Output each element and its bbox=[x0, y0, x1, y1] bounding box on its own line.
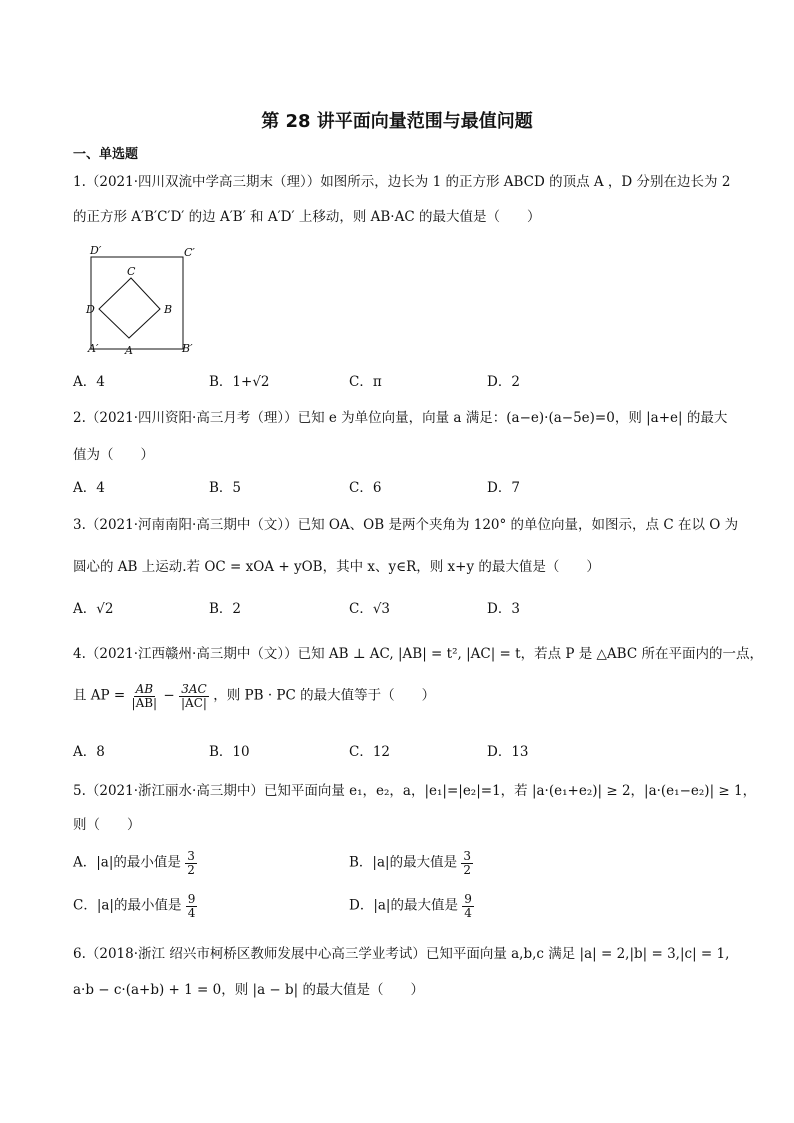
q4-text-line2 bbox=[73, 683, 435, 709]
q3-option-b: B．2 bbox=[209, 601, 242, 617]
q2-text-line2: 值为（ ） bbox=[73, 447, 154, 463]
q3-option-a: A．√2 bbox=[73, 601, 114, 617]
q5-text-line2: 则（ ） bbox=[73, 817, 141, 833]
q1-text-line2: 的正方形 A′B′C′D′ 的边 A′B′ 和 A′D′ 上移动，则 AB·AC 的最大值是（ ） bbox=[73, 209, 541, 225]
q6-text-line1: 6.（2018·浙江 绍兴市柯桥区教师发展中心高三学业考试）已知平面向量 a,b,c 满足 |a| = 2,|b| = 3,|c| = 1, bbox=[73, 946, 730, 962]
q4-option-b: B．10 bbox=[209, 744, 250, 760]
label-B: B bbox=[164, 303, 173, 316]
q6-text-line2: a·b − c·(a+b) + 1 = 0，则 |a − b| 的最大值是（ ） bbox=[73, 982, 424, 998]
inner-square bbox=[99, 278, 160, 338]
q5-option-b-num: 3 bbox=[463, 849, 472, 863]
q4-frac1-numerator: AB bbox=[135, 682, 154, 696]
q5-option-c-den: 4 bbox=[187, 905, 196, 920]
q4-line2-suffix: ，则 PB · PC 的最大值等于（ ） bbox=[213, 687, 436, 704]
q2-option-b: B．5 bbox=[209, 480, 242, 496]
q5-option-b-text: B．|a|的最大值是 bbox=[349, 854, 458, 871]
q1-option-d: D．2 bbox=[487, 374, 520, 390]
q5-option-c-num: 9 bbox=[187, 892, 196, 906]
q1-option-a: A．4 bbox=[73, 374, 105, 390]
q1-square-figure bbox=[80, 243, 210, 358]
q5-text-line1: 5.（2021·浙江丽水·高三期中）已知平面向量 e₁，e₂，a，|e₁|=|e₂|=1，若 |a·(e₁+e₂)| ≥ 2，|a·(e₁−e₂)| ≥ 1， bbox=[73, 783, 757, 799]
q4-option-c: C．12 bbox=[349, 744, 391, 760]
q5-option-d-text: D．|a|的最大值是 bbox=[349, 897, 458, 914]
q5-option-c-fraction bbox=[186, 893, 198, 919]
q2-text-line1: 2.（2021·四川资阳·高三月考（理））已知 e 为单位向量，向量 a 满足：(a−e)·(a−5e)=0，则 |a+e| 的最大 bbox=[73, 410, 728, 426]
q5-option-d-num: 9 bbox=[464, 892, 472, 906]
q4-fraction-ac bbox=[179, 683, 209, 709]
q5-option-b-den: 2 bbox=[463, 862, 472, 877]
q1-text-line1: 1.（2021·四川双流中学高三期末（理））如图所示，边长为 1 的正方形 ABCD 的顶点 A ，D 分别在边长为 2 bbox=[73, 174, 731, 190]
q3-option-d: D．3 bbox=[487, 601, 520, 617]
q5-option-a bbox=[73, 850, 197, 876]
label-Dp: D′ bbox=[90, 244, 102, 257]
q5-option-a-num: 3 bbox=[187, 849, 195, 863]
section-heading: 一、单选题 bbox=[73, 147, 139, 162]
q5-option-c-text: C．|a|的最小值是 bbox=[73, 897, 182, 914]
q4-option-a: A．8 bbox=[73, 744, 105, 760]
q4-frac2-denominator: |AC| bbox=[181, 695, 207, 710]
page-title: 第 28 讲平面向量范围与最值问题 bbox=[261, 111, 533, 132]
q3-text-line1: 3.（2021·河南南阳·高三期中（文））已知 OA、OB 是两个夹角为 120° 的单位向量，如图示，点 C 在以 O 为 bbox=[73, 517, 739, 533]
q5-option-d bbox=[349, 893, 474, 919]
q4-minus-sign: − bbox=[163, 687, 175, 704]
q5-option-b bbox=[349, 850, 473, 876]
q4-fraction-ab bbox=[130, 683, 160, 709]
q5-option-a-fraction bbox=[185, 850, 197, 876]
label-Cp: C′ bbox=[184, 246, 195, 259]
q5-option-a-den: 2 bbox=[187, 862, 195, 877]
q5-option-c bbox=[73, 893, 197, 919]
q2-option-c: C．6 bbox=[349, 480, 382, 496]
label-A: A bbox=[125, 344, 133, 357]
q3-text-line2: 圆心的 AB 上运动.若 OC = xOA + yOB，其中 x、y∈R，则 x+y 的最大值是（ ） bbox=[73, 559, 600, 575]
q4-line2-prefix: 且 AP = bbox=[73, 687, 126, 704]
q2-option-d: D．7 bbox=[487, 480, 520, 496]
q4-text-line1: 4.（2021·江西赣州·高三期中（文））已知 AB ⊥ AC, |AB| = t², |AC| = t，若点 P 是 △ABC 所在平面内的一点， bbox=[73, 646, 763, 662]
q5-option-d-den: 4 bbox=[464, 905, 472, 920]
q5-option-a-text: A．|a|的最小值是 bbox=[73, 854, 181, 871]
q4-frac1-denominator: |AB| bbox=[131, 695, 158, 710]
label-D: D bbox=[86, 303, 95, 316]
q5-option-b-fraction bbox=[461, 850, 473, 876]
label-Ap: A′ bbox=[88, 342, 99, 355]
q1-option-c: C．π bbox=[349, 374, 382, 390]
q4-option-d: D．13 bbox=[487, 744, 529, 760]
q5-option-d-fraction bbox=[462, 893, 474, 919]
q1-option-b: B．1+√2 bbox=[209, 374, 270, 390]
q3-option-c: C．√3 bbox=[349, 601, 391, 617]
label-C: C bbox=[127, 265, 136, 278]
label-Bp: B′ bbox=[182, 342, 193, 355]
q2-option-a: A．4 bbox=[73, 480, 105, 496]
q4-frac2-numerator: 3AC bbox=[181, 682, 207, 696]
